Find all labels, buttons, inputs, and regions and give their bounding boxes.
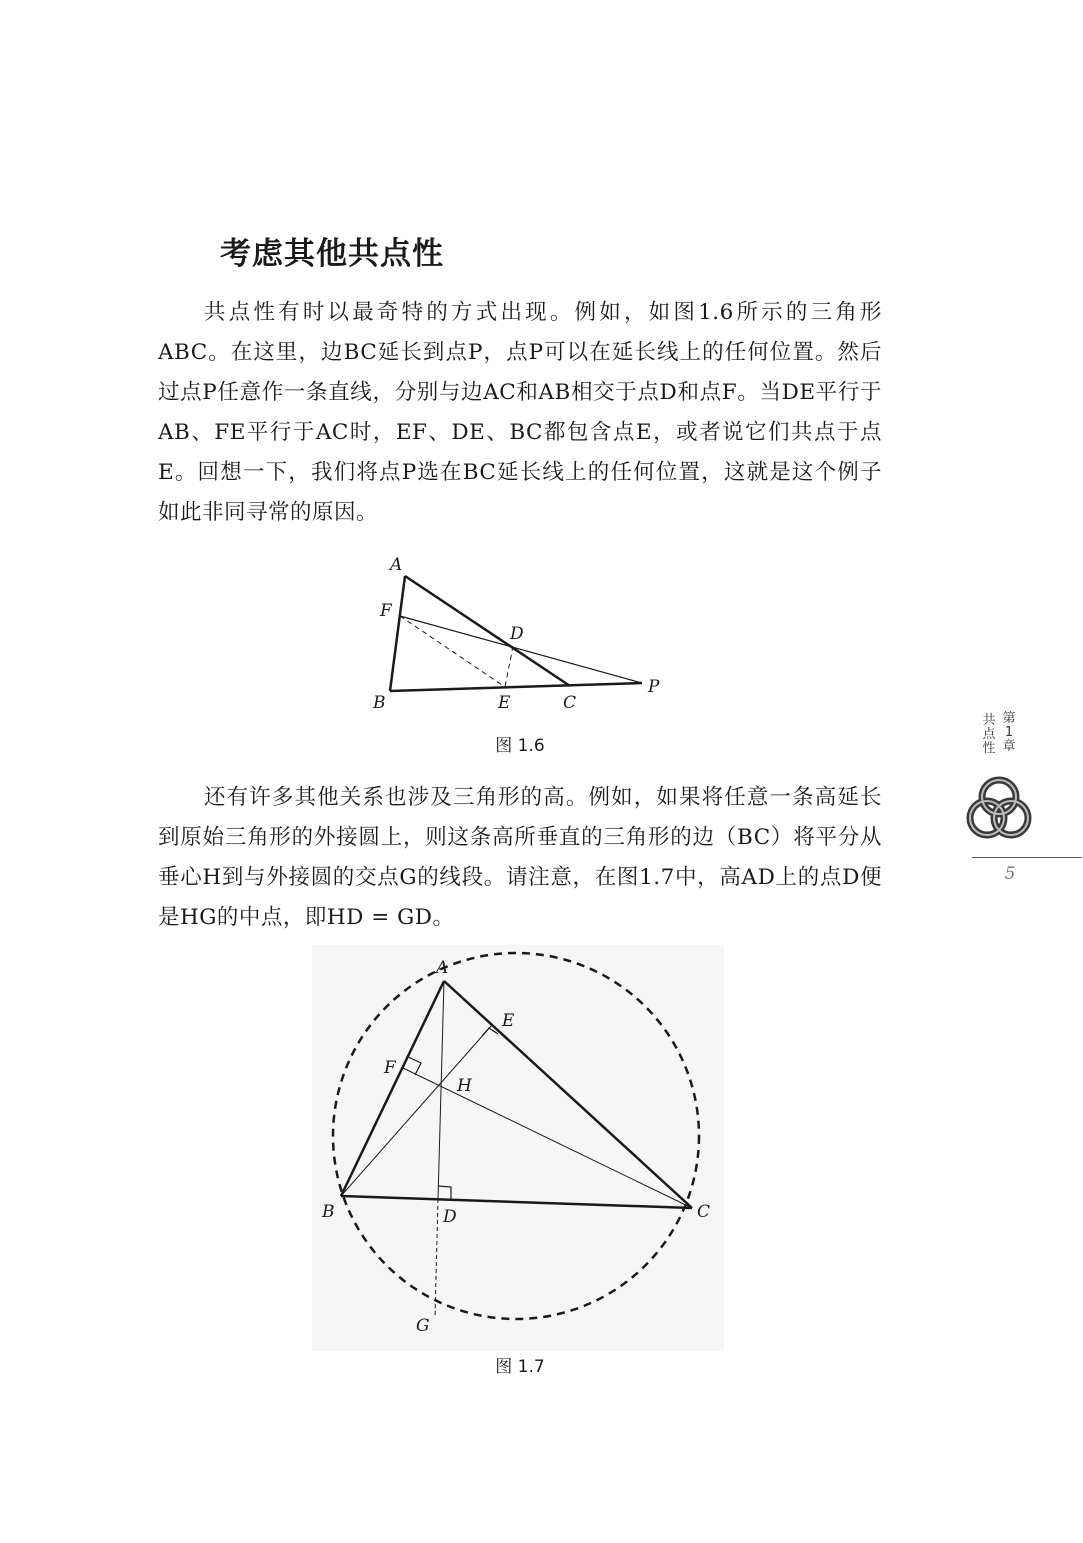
label-p: P <box>648 677 660 697</box>
label-d: D <box>510 624 524 644</box>
label-e: E <box>498 693 511 713</box>
label-a: A <box>436 958 449 978</box>
footer-rule <box>972 857 1082 858</box>
label-a: A <box>390 555 403 575</box>
paragraph: 共点性有时以最奇特的方式出现。例如，如图1.6所示的三角形ABC。在这里，边BC延长到点P，点P可以在延长线上的任何位置。然后过点P任意作一条直线，分别与边AC和AB相交于点D和点F。当DE平行于AB、FE平行于AC时，EF、DE、BC都包含点E，或者说它们共点于点E。回想一下，我们将点P选在BC延长线上的任何位置，这就是这个例子如此非同寻常的原因。 <box>158 300 882 525</box>
segment-fe <box>400 616 505 687</box>
figure-1-7-diagram <box>312 945 724 1351</box>
label-b: B <box>322 1202 335 1222</box>
figure-caption: 图 1.7 <box>495 1357 545 1377</box>
label-g: G <box>416 1316 430 1336</box>
side-ab <box>390 576 405 691</box>
side-ac <box>405 576 570 686</box>
section-heading: 考虑其他共点性 <box>220 236 444 272</box>
figure-1-7 <box>312 945 724 1355</box>
paragraph: 还有许多其他关系也涉及三角形的高。例如，如果将任意一条高延长到原始三角形的外接圆上，则这条高所垂直的三角形的边（BC）将平分从垂心H到与外接圆的交点G的线段。请注意，在图1.7中，高AD上的点D便是HG的中点，即HD = GD。 <box>158 785 882 930</box>
figure-1-6 <box>360 550 680 724</box>
figure-1-6-diagram <box>360 550 680 720</box>
label-f: F <box>384 1058 396 1078</box>
figure-caption: 图 1.6 <box>495 736 545 756</box>
side-bc-extended <box>390 683 642 691</box>
label-d: D <box>443 1207 457 1227</box>
segment-de <box>505 646 513 687</box>
label-b: B <box>373 693 386 713</box>
trefoil-knot-icon <box>962 772 1036 850</box>
label-c: C <box>697 1202 711 1222</box>
label-f: F <box>380 601 392 621</box>
chapter-title: 共点性 <box>982 713 996 756</box>
figure-background <box>312 945 724 1351</box>
chapter-number: 第1章 <box>1002 711 1016 754</box>
label-e: E <box>502 1011 515 1031</box>
label-c: C <box>563 693 577 713</box>
page-number: 5 <box>1004 864 1016 884</box>
label-h: H <box>457 1076 472 1096</box>
